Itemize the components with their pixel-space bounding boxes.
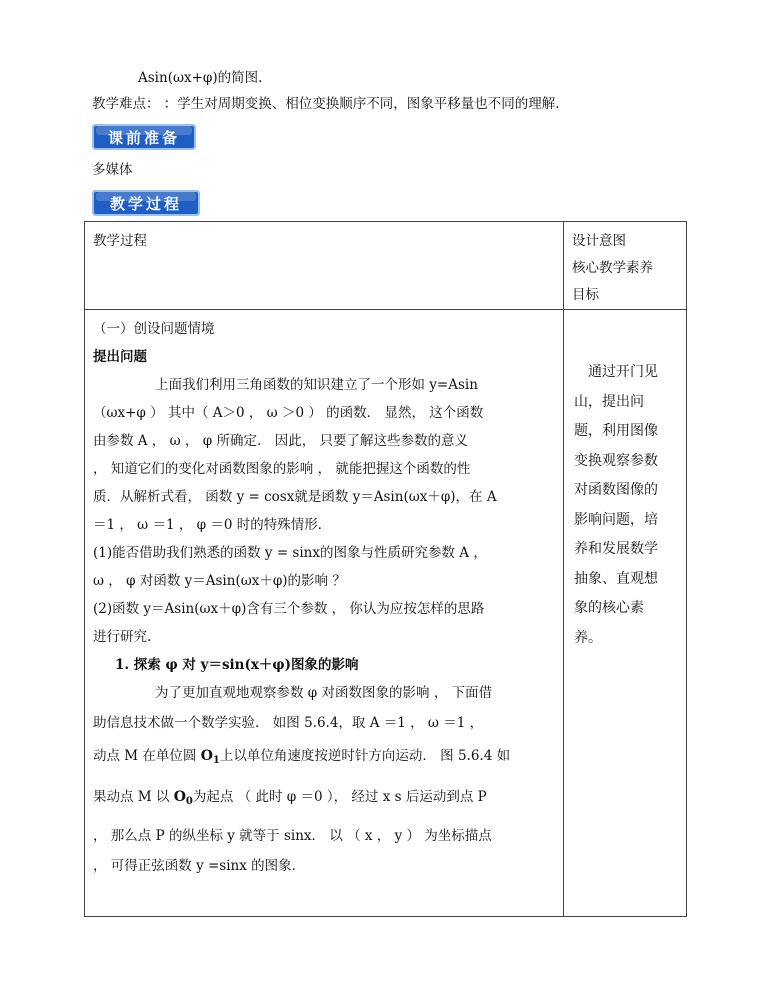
header-right-line: 设计意图: [572, 233, 626, 249]
para2-line-4-pre: 果动点 M 以: [93, 789, 174, 805]
intent-line: 影响问题，培: [574, 511, 658, 528]
circle-o1-label: [201, 748, 220, 764]
design-intent-text: [564, 310, 686, 653]
para2-line-3-post: 上以单位角速度按逆时针方向运动． 图 5.6.4 如: [219, 748, 511, 764]
intent-line: 抽象、直观想: [574, 570, 658, 587]
intent-line: 养。: [574, 629, 602, 646]
para2-line-3-pre: 动点 M 在单位圆: [93, 748, 201, 764]
intent-line: 变换观察参数: [574, 452, 658, 469]
intent-line: 对函数图像的: [574, 482, 658, 498]
para1-line: ＝1 ， ω ＝1 ， φ ＝0 时的特殊情形．: [93, 517, 332, 533]
para2-tail-line: ， 那么点 P 的纵坐标 y 就等于 sinx． 以 （ x ， y ） 为坐标描点: [93, 828, 492, 844]
para1-line: （ωx+φ ） 其中（ A＞0 ， ω ＞0 ） 的函数． 显然， 这个函数: [93, 405, 484, 421]
content-cell: [85, 310, 564, 917]
question-2-line: 进行研究.: [93, 629, 152, 645]
para1-line: 由参数 A ， ω ， φ 所确定． 因此， 只要了解这些参数的意义: [93, 433, 469, 449]
circle-o-letter: O: [200, 748, 213, 764]
circle-o0-label: [174, 789, 193, 805]
circle-o-letter: O: [173, 789, 186, 805]
para2-line-3: [85, 739, 563, 778]
header-right-line: 核心教学素养: [572, 260, 653, 276]
header-right: [564, 222, 686, 309]
section-title: （一）创设问题情境: [93, 321, 215, 337]
para2-tail-line: ， 可得正弦函数 y =sinx 的图象．: [93, 858, 306, 874]
lesson-table: [84, 221, 687, 917]
question-2-line: (2)函数 y＝Asin(ωx＋φ)含有三个参数 ， 你认为应按怎样的思路: [93, 601, 485, 617]
para2-line: 助信息技术做一个数学实验． 如图 5.6.4，取 A ＝1 ， ω ＝1 ，: [93, 715, 484, 731]
prep-badge: 课前准备: [92, 124, 196, 150]
prep-text: 多媒体: [92, 162, 133, 178]
para1-line: ， 知道它们的变化对函数图象的影响 ， 就能把握这个函数的性: [93, 461, 471, 477]
intent-line: 象的核心素: [574, 600, 644, 616]
header-right-cell: [564, 222, 687, 310]
design-intent-cell: [564, 310, 687, 917]
intent-line: 山，提出问: [574, 393, 644, 410]
para2-line-4-post: 为起点 （ 此时 φ ＝0 ）， 经过 x s 后运动到点 P: [192, 789, 487, 805]
question-1-line: ω ， φ 对函数 y＝Asin(ωx＋φ)的影响 ？: [93, 573, 346, 589]
explore-title: 1. 探索 φ 对 y＝sin(x＋φ)图象的影响: [115, 657, 359, 673]
difficulty-label: 教学难点：: [92, 96, 160, 112]
header-left: 教学过程: [93, 233, 147, 249]
header-left-cell: [85, 222, 564, 310]
circle-o0-subscript: 0: [185, 796, 193, 807]
question-1-line: (1)能否借助我们熟悉的函数 y = sinx的图象与性质研究参数 A ，: [93, 545, 487, 561]
para2-line-4: [85, 778, 563, 821]
intent-line: 养和发展数学: [574, 541, 658, 557]
circle-o1-subscript: 1: [212, 755, 220, 766]
sub-title: 提出问题: [93, 349, 147, 365]
para2-line: 为了更加直观地观察参数 φ 对函数图象的影响 ， 下面借: [155, 685, 493, 701]
intent-line: 通过开门见: [588, 364, 658, 380]
difficulty-line: [92, 95, 560, 113]
header-right-line: 目标: [572, 287, 599, 303]
difficulty-text: ：学生对周期变换、相位变换顺序不同，图象平移量也不同的理解.: [163, 96, 560, 112]
process-badge: 教学过程: [92, 190, 200, 216]
para1-line: 质．从解析式看， 函数 y = cosx就是函数 y＝Asin(ωx＋φ)，在 A: [93, 489, 497, 505]
intro-line-1: Asin(ωx+φ)的简图.: [138, 70, 263, 86]
intent-line: 题，利用图像: [574, 423, 658, 439]
para1-line: 上面我们利用三角函数的知识建立了一个形如 y=Asin: [155, 377, 478, 393]
